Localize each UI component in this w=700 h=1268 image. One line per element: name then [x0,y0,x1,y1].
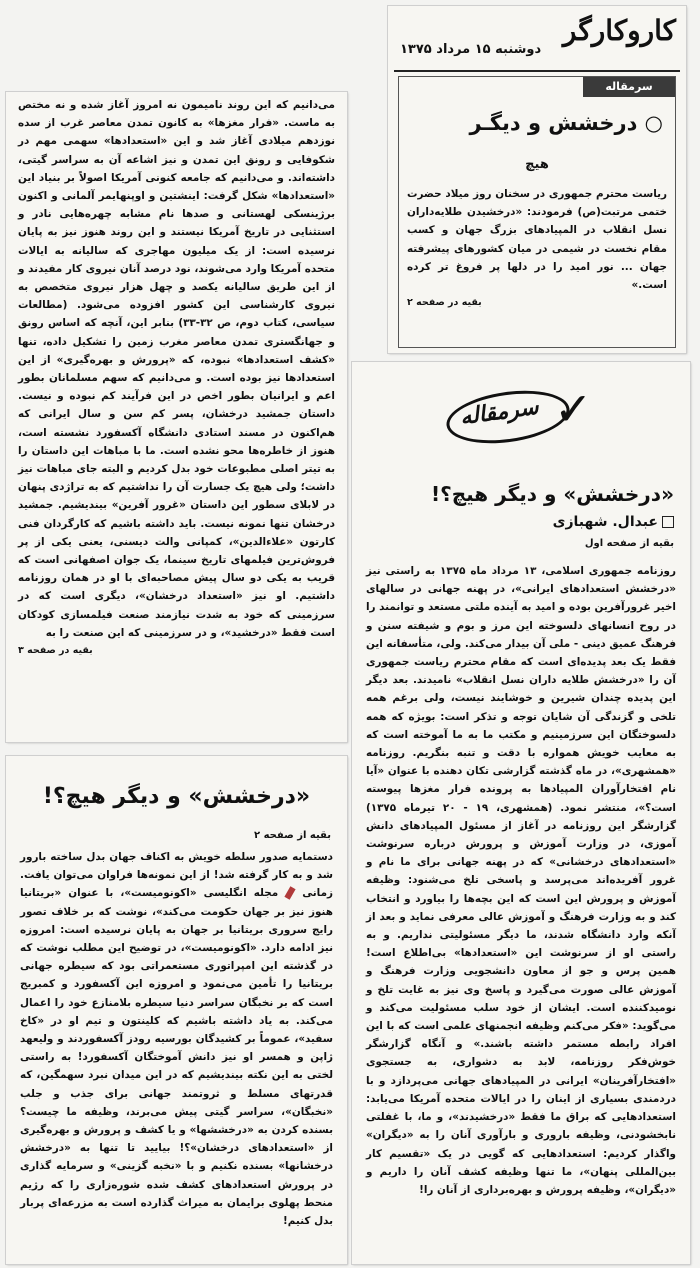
editorial-continuation-clipping [352,362,690,1264]
masthead [394,12,680,72]
article-paragraph: روزنامه جمهوری اسلامی، ۱۳ مرداد ماه ۱۳۷۵ به راستی نیز «درخشش استعدادهای ایرانی»، در پهنه جهانی در سالهای اخیر غرورآفرین بوده و امید به آینده ملتی مستعد و توانمند را در روح انسانهای دلسوخته این مرز و بوم و شیفته سنن و فرهنگ عمیق دینی - ملی آن بیدار می‌کند. ولی، متأسفانه این فقط یک بعد پدیده‌ای است که مقام محترم ریاست جمهوری آن را «درخشش طلایه داران نسل انقلاب» نامیدند. بعد دیگر این پدیده چندان شیرین و خوشایند نیست، ولی برغم همه تلخی و گزندگی آن شایان توجه و تذکر است: بویژه که همه دلسوختگان این سرزمینیم و مکتب ما به ما آموخته است که به معایب خویش همواره با دقت و تنبه بنگریم. روزنامه «همشهری»، در ماه گذشته گزارشی تکان دهنده با عنوان «آیا نام افتخارآوران المپیادها به پرونده فرار مغزها پیوسته است؟»، منتشر نمود. (همشهری، ۱۹ - ۲۰ تیرماه ۱۳۷۵) گزارشگر این روزنامه در آغاز از مسئول المپیادهای دانش آموزی، در وزارت آموزش و پرورش درباره سرنوشت «استعدادهای درخشانی» که در پهنه جهانی برای ما نام و غرور آفریده‌اند می‌پرسد و پاسخی تلخ می‌شنود: وظیفه آموزش و پرورش این است که این بچه‌ها را بیاورد و انتخاب کند و به وزارت فرهنگ و آموزش عالی معرفی نماید و بعد از آنکه وارد دانشگاه شدند، ما دیگر مسئولیتی نداریم. و به راستی او از سرنوشت این «استعدادها» بی‌اطلاع است! همین پرس و جو از معاون دانشجویی وزارت فرهنگ و آموزش عالی صورت می‌گیرد و پاسخ وی نیز به غایت تلخ و نومیدکننده است. ایشان از خود سلب مسئولیت می‌کند و می‌گوید: «فکر می‌کنم وظیفه انجمنهای علمی است که با این افراد رابطه مستمر داشته باشند.» و آنگاه گزارشگر خوش‌فکر روزنامه، لابد به دشواری، به جستجوی «افتخارآفرینان» ایرانی در المپیادهای جهانی می‌پردازد و با دردمندی بسیاری از اینان را در ایالات متحده آمریکا می‌یابد: استعدادهایی که براق ما فقط «درخشیدند»، و ما، با غفلتی نابخشودنی، وظیفه باروری و بارآوری آنان را به «دیگران» واگذار کردیم: استعدادهایی که گویی در یک «تقسیم کار بین‌المللی پنهان»، ما تنها وظیفه کشف آنان را داریم و «دیگران»، وظیفه پرورش و بهره‌برداری از آنان را! [366,565,676,1196]
article-title: «درخشش» و دیگر هیچ؟! [431,482,674,506]
continued-from-note: بقیه از صفحه ۲ [254,830,331,841]
square-bullet-icon [662,516,674,528]
author-name: عبدال. شهبازی [552,514,658,530]
front-editorial-subtitle: هیچ [525,157,549,172]
front-page-clipping [388,6,686,353]
front-editorial-paragraph: ریاست محترم جمهوری در سخنان روز میلاد حضرت ختمی مرتبت(ص) فرمودند: «درخشیدن طلایه‌داران نسل انقلاب در المپیادهای بزرگ جهان و کسب مقام نخست در شیمی در میان کشورهای پیشرفته جهان ... نور امید را در دلها پر فروغ تر کرده است.» [407,188,667,292]
front-editorial-title: ○ درخشش و دیگـر [469,111,663,135]
article-page2-paragraph: می‌دانیم که این روند نامیمون نه امروز آغاز شده و نه مختص به ماست. «فرار مغزها» به کانون تمدن معاصر غرب از سده نوزدهم میلادی آغاز شد و این «استعدادها» سهمی مهم در شکوفایی و رونق این تمدن و نیز اشاعه آن به سراسر گیتی، داشته‌اند. و می‌دانیم که جامعه کنونی آمریکا اصولاً بر بنیاد این «استعدادها» شکل گرفت: اینشتین و اوپنهایمر آلمانی و اکنون برژینسکی لهستانی و صدها نام مشابه چهره‌هایی نادر و استثنایی در تاریخ آمریکا نیستند و این روند هنوز نیز به پایان نرسیده است: از یک میلیون مهاجری که سالیانه به ایالات متحده آمریکا وارد می‌شوند، نود درصد آنان نیروی کار مفیدند و از این طریق سالیانه یکصد و چهل هزار نیروی متخصص به نیروی کارشناسی این کشور افزوده می‌شود. (مطالعات سیاسی، کتاب دوم، ص ۳۲-۳۳) بنابر این، آنچه که اساس رونق و جهانگستری تمدن معاصر مغرب زمین را تشکیل داده، تنها «کشف استعدادها» نبوده، که «پرورش و بهره‌گیری» از این استعدادها نیز بوده است. و می‌دانیم که سهم مسلمانان بطور اعم و ایرانیان بطور اخص در این فرآیند کم نبوده و نیست. داستان جمشید درخشان، پسر کم سن و سال ایرانی که هم‌اکنون در مسند استادی دانشگاه آکسفورد نشسته است، هنوز از خاطره‌ها محو نشده است. ما با مباهات این داستان را به تیتر اصلی مطبوعات خود بدل کردیم و البته جای مباهات نیز داشت؛ ولی هیچ یک جسارت آن را نداشتیم که به تراژدی پنهان در لابلای سطور این داستان «غرور آفرین» بیندیشیم. جمشید درخشان تنها نمونه نیست. باید داشته باشیم که کارگردان فنی کارتون «علاءالدین»، کمپانی والت دیسنی، یعنی یکی از پر فروش‌ترین فیلمهای تاریخ سینما، یک جوان اصفهانی است که قریب به یکی دو سال پیش مصاحبه‌ای با او در همان روزنامه داشتیم. او نیز «استعداد درخشان»، دیگری است که در سرزمینی که خود به شدت نیازمند صنعت فیلمسازی کودکان است فقط «درخشید»، و در سرزمینی که این صنعت را به [18,99,335,639]
article-page3-body [20,848,333,1230]
paragraph-part-1: دستمایه صدور سلطه خویش به اکناف جهان بدل ساخته بارور شد و به کار گرفته شد! از این نمونه‌ها فراوان می‌توان یافت. زمانی [20,851,333,900]
article-author [553,514,674,530]
newspaper-logo: کاروکارگر [562,14,676,47]
front-editorial-body [407,185,667,312]
issue-date: دوشنبه ۱۵ مرداد ۱۳۷۵ [400,42,542,57]
continued-note: بقیه در صفحه ۲ [407,297,482,309]
continued-note: بقیه در صفحه ۳ [18,645,93,657]
article-page2-clipping [6,92,347,742]
check-mark-icon: ✓ [554,382,593,436]
article-page3-clipping [6,756,347,1264]
editorial-label: سرمقاله [583,77,675,97]
logo-word: سرمقاله [458,394,541,431]
article-body [366,562,676,1199]
article-page3-title: «درخشش» و دیگر هیچ؟! [42,784,311,809]
front-editorial-box [398,76,676,348]
continued-from-note: بقیه از صفحه اول [584,538,674,549]
paragraph-part-2: مجله انگلیسی «اکونومیست»، با عنوان «بریتانیا هنوز نیز بر جهان حکومت می‌کند»، نوشت که بر خلاف تصور رایج سروری بریتانیا بر جهان به پایان نرسیده است: امروزه نیز ادامه دارد. «اکونومیست»، در توضیح این مطلب نوشت که در گذشته این امپراتوری مستعمراتی بود که سیطره جهانی بریتانیا را تأمین می‌نمود و امروزه این آکسفورد و کمبریج است که بر نخبگان سراسر دنیا سیطره بلامنازع خود را اعمال می‌کند. به یاد داشته باشیم که کلینتون و تیم او در «کاخ سفید»، عموماً بر کشیدگان بورسیه رودز آکسفوردند و ولیعهد ژاپن و همسر او نیز دانش آموختگان آکسفورد! به راستی لختی به این نکته بیندیشیم که در این میدان نبرد سهمگین، که قدرتهای مسلط و ثروتمند جهانی برای جذب و جلب «نخبگان»، سراسر گیتی پیش می‌برند، وظیفه ما چیست؟ بسنده کردن به «درخششها» و یا کشف و پرورش و بهره‌گیری از «استعدادهای درخشان»؟! بیایید تا تنها به «درخشش درخشانها» بسنده نکنیم و با «نخبه گزینی» و سرمایه گذاری در پرورش استعدادهای کشف شده شوره‌زاری را که رژیم منحط پهلوی برایمان به میراث گذارده است به مزرعه‌ای پربار بدل کنیم! [20,887,333,1228]
article-page3-paragraph [20,848,333,1230]
pen-mark-icon [285,887,296,900]
article-page2-body [18,96,335,660]
editorial-logo [446,374,593,452]
